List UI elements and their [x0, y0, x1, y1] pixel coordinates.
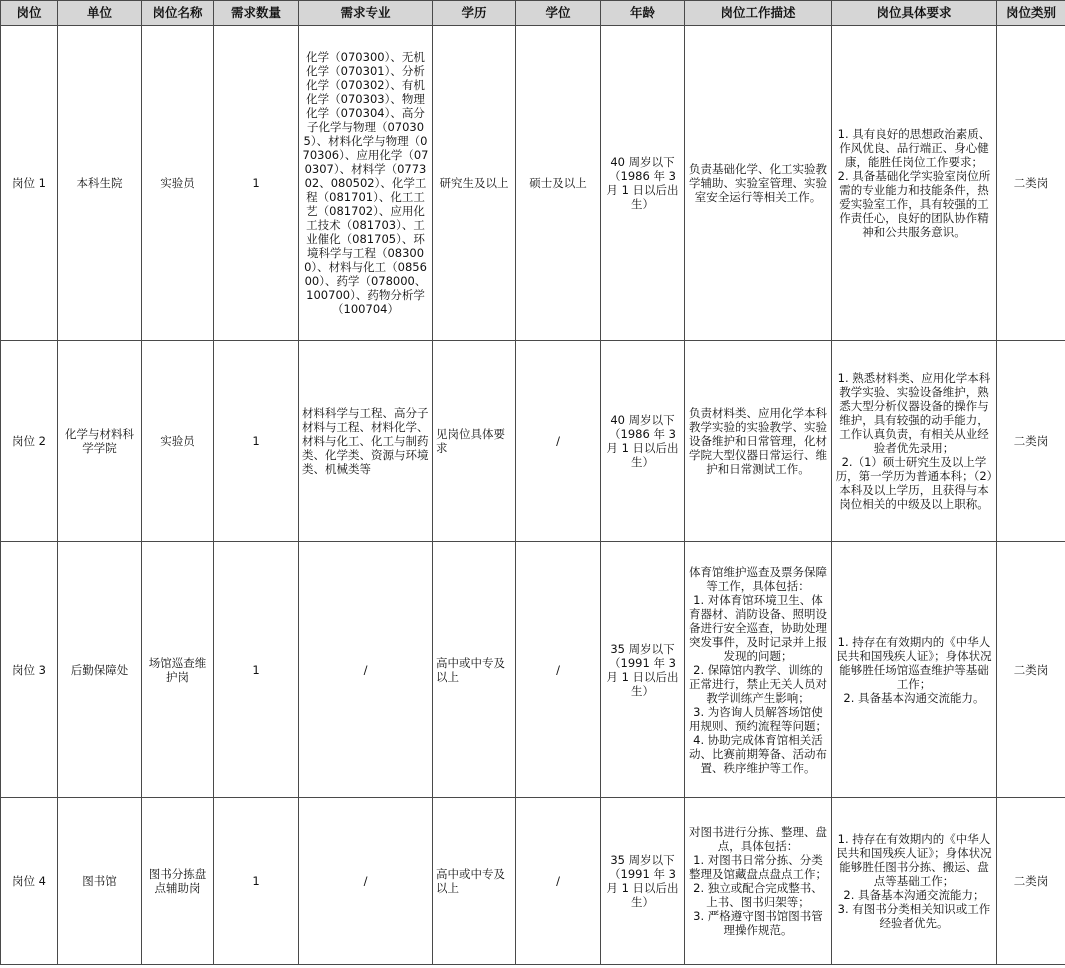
job-category: 二类岗 [997, 341, 1065, 542]
header-description: 岗位工作描述 [685, 1, 832, 26]
education: 高中或中专及以上 [433, 798, 516, 965]
description-line: 对图书进行分拣、整理、盘点，具体包括： [689, 825, 827, 853]
header-degree: 学位 [516, 1, 601, 26]
requirement-line: 1. 持存在有效期内的《中华人民共和国残疾人证》；身体状况能够胜任图书分拣、搬运、盘点等基础工作； [836, 832, 992, 888]
headcount: 1 [214, 798, 299, 965]
job-requirements [832, 542, 997, 798]
education: 高中或中专及以上 [433, 542, 516, 798]
requirement-line: 2. 具备基础化学实验室岗位所需的专业能力和技能条件，热爱实验室工作，具有较强的工作责任心，良好的团队协作精神和公共服务意识。 [837, 169, 991, 239]
unit-name: 图书馆 [58, 798, 142, 965]
description-line: 2. 保障馆内教学、训练的正常进行，禁止无关人员对教学训练产生影响； [689, 662, 827, 705]
education: 见岗位具体要求 [433, 341, 516, 542]
requirement-line: 2.（1）硕士研究生及以上学历，第一学历为普通本科；（2）本科及以上学历，且获得与本岗位相关的中级及以上职称。 [835, 455, 993, 511]
required-major: 化学（070300）、无机化学（070301）、分析化学（070302）、有机化学（070303）、物理化学（070304）、高分子化学与物理（070305）、材料化学与物理（070306）、应用化学（070307）、材料学（077302、080502）、化学工程（081701）、化工工艺（081702）、应用化工技术（081703）、工业催化（081705）、环境科学与工程（083000）、材料与化工（085600）、药学（078000、100700）、药物分析学（100704） [299, 26, 433, 341]
education: 研究生及以上 [433, 26, 516, 341]
headcount: 1 [214, 542, 299, 798]
header-education: 学历 [433, 1, 516, 26]
job-description [685, 798, 832, 965]
header-major: 需求专业 [299, 1, 433, 26]
job-name: 场馆巡查维护岗 [142, 542, 214, 798]
requirement-line: 1. 持存在有效期内的《中华人民共和国残疾人证》；身体状况能够胜任场馆巡查维护等基础工作； [836, 634, 992, 691]
age-limit: 40 周岁以下（1986 年 3 月 1 日以后出生） [601, 341, 685, 542]
job-description [685, 542, 832, 798]
table-row [1, 341, 1065, 542]
job-name: 实验员 [142, 341, 214, 542]
degree: / [516, 542, 601, 798]
description-line: 1. 对体育馆环境卫生、体育器材、消防设备、照明设备进行安全巡查，协助处理突发事件，及时记录并上报发现的问题； [689, 592, 827, 663]
degree: / [516, 798, 601, 965]
description-line: 1. 对图书日常分拣、分类整理及馆藏盘点盘点工作； [689, 853, 827, 881]
header-age: 年龄 [601, 1, 685, 26]
position-id: 岗位 3 [1, 542, 58, 798]
requirement-line: 2. 具备基本沟通交流能力。 [843, 690, 985, 705]
position-id: 岗位 2 [1, 341, 58, 542]
description-line: 3. 为咨询人员解答场馆使用规则、预约流程等问题； [689, 704, 827, 733]
description-line: 负责材料类、应用化学本科教学实验的实验教学、实验设备维护和日常管理，化材学院大型仪器日常运行、维护和日常测试工作。 [689, 406, 827, 476]
job-requirements [832, 798, 997, 965]
age-limit: 35 周岁以下（1991 年 3 月 1 日以后出生） [601, 542, 685, 798]
requirement-line: 1. 具有良好的思想政治素质、作风优良、品行端正、身心健康，能胜任岗位工作要求； [837, 127, 991, 169]
header-row [1, 1, 1065, 26]
unit-name: 本科生院 [58, 26, 142, 341]
age-limit: 35 周岁以下（1991 年 3 月 1 日以后出生） [601, 798, 685, 965]
job-name: 实验员 [142, 26, 214, 341]
description-line: 4. 协助完成体育馆相关活动、比赛前期筹备、活动布置、秩序维护等工作。 [689, 732, 827, 775]
job-description [685, 26, 832, 341]
position-id: 岗位 4 [1, 798, 58, 965]
required-major: 材料科学与工程、高分子材料与工程、材料化学、材料与化工、化工与制药类、化学类、资源与环境类、机械类等 [299, 341, 433, 542]
header-requirements: 岗位具体要求 [832, 1, 997, 26]
header-count: 需求数量 [214, 1, 299, 26]
requirement-line: 2. 具备基本沟通交流能力； [843, 888, 985, 902]
requirement-line: 3. 有图书分类相关知识或工作经验者优先。 [837, 902, 991, 930]
description-line: 负责基础化学、化工实验教学辅助、实验室管理、实验室安全运行等相关工作。 [689, 162, 827, 204]
header-unit: 单位 [58, 1, 142, 26]
job-requirements [832, 26, 997, 341]
unit-name: 后勤保障处 [58, 542, 142, 798]
table-row [1, 542, 1065, 798]
headcount: 1 [214, 26, 299, 341]
table-row [1, 798, 1065, 965]
job-name: 图书分拣盘点辅助岗 [142, 798, 214, 965]
description-line: 体育馆维护巡查及票务保障等工作，具体包括： [689, 564, 827, 593]
job-requirements [832, 341, 997, 542]
header-job-name: 岗位名称 [142, 1, 214, 26]
header-position: 岗位 [1, 1, 58, 26]
job-category: 二类岗 [997, 26, 1065, 341]
position-id: 岗位 1 [1, 26, 58, 341]
unit-name: 化学与材料科学学院 [58, 341, 142, 542]
requirement-line: 1. 熟悉材料类、应用化学本科教学实验、实验设备维护，熟悉大型分析仪器设备的操作与维护，具有较强的动手能力，工作认真负责，有相关从业经验者优先录用； [837, 371, 991, 455]
degree: 硕士及以上 [516, 26, 601, 341]
age-limit: 40 周岁以下（1986 年 3 月 1 日以后出生） [601, 26, 685, 341]
required-major: / [299, 798, 433, 965]
header-category: 岗位类别 [997, 1, 1065, 26]
job-description [685, 341, 832, 542]
description-line: 3. 严格遵守图书馆图书管理操作规范。 [693, 909, 823, 937]
headcount: 1 [214, 341, 299, 542]
job-category: 二类岗 [997, 798, 1065, 965]
table-row [1, 26, 1065, 341]
description-line: 2. 独立或配合完成整书、上书、图书归架等； [693, 881, 823, 909]
job-category: 二类岗 [997, 542, 1065, 798]
required-major: / [299, 542, 433, 798]
degree: / [516, 341, 601, 542]
